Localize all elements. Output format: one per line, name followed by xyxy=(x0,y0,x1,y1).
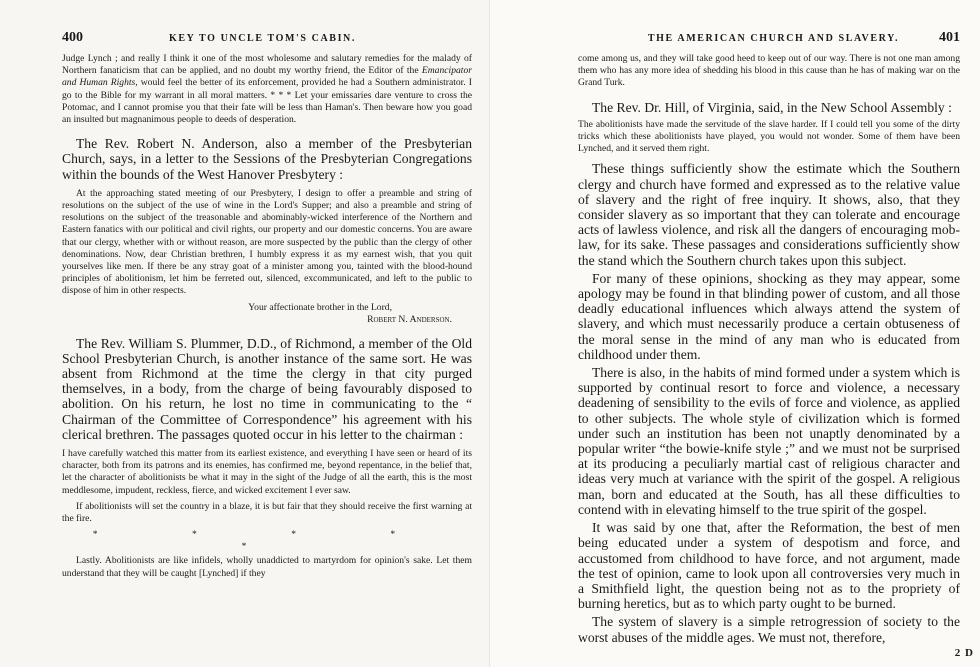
paragraph-hill: The Rev. Dr. Hill, of Virginia, said, in the New School Assembly : xyxy=(592,99,952,115)
signature-name: Robert N. Anderson. xyxy=(367,313,452,325)
right-page-number: 401 xyxy=(938,30,960,45)
left-running-title: KEY TO UNCLE TOM'S CABIN. xyxy=(169,33,356,44)
quote-hill: The abolitionists have made the servitude of the slave harder. If I could tell you some of the dirty tricks which these abolitionists have played, you would not wonder. Some of them have been Lynched, and it served them right. xyxy=(578,118,960,155)
quote-anderson-letter: At the approaching stated meeting of our Presbytery, I design to offer a preamble and string of resolutions on the subject of the use of wine in the Lord's Supper; and also a preamble and string of resolutions on the subject of the treasonable and abominably-wicked interference of the Northern and Eastern fanatics with our political and civil rights, our property and our domestic concerns. You are aware that our clergy, whether with or without reason, are more suspected by the public than the clergy of other denominations. Now, dear Christian brethren, I humbly express it as my earnest wish, that you quit yourselves like men. If there be any stray goat of a minister among you, tainted with the blood-hound principles of abolitionism, let him be ferreted out, silenced, excommunicated, and left to the public to dispose of him in other respects. xyxy=(62,187,472,297)
paragraph-plummer: The Rev. William S. Plummer, D.D., of Richmond, a member of the Old School Presbyterian Church, is another instance of the same sort. He was absent from Richmond at the time the clergy in that city purged themselves, in a body, from the charge of being favourably disposed to abolition. On his return, he lost no time in communicating to the “ Chairman of the Committee of Correspondence” his agreement with his clerical brethren. The passages quoted occur in his letter to the chairman : xyxy=(62,335,472,442)
paragraph-anderson: The Rev. Robert N. Anderson, also a member of the Presbyterian Church, says, in a letter to the Sessions of the Presbyterian Congregations within the bounds of the West Hanover Presbytery : xyxy=(62,136,472,182)
quote-top-continued: come among us, and they will take good heed to keep out of our way. There is not one man among them who has any more idea of shedding his blood in this cause than he has of making war on the Grand Turk. xyxy=(578,53,960,89)
right-running-head xyxy=(578,32,960,45)
quote-lynch-italic: Emancipator and Human Rights, xyxy=(62,65,472,89)
right-running-title: THE AMERICAN CHURCH AND SLAVERY. xyxy=(647,33,900,44)
quote-lynch-a: Judge Lynch ; and really I think it one of the most wholesome and salutary remedies for the malady of Northern fanaticism that can be applied, and no doubt my worthy friend, the Editor of the xyxy=(62,53,472,77)
quote-plummer-2: If abolitionists will set the country in a blaze, it is but fair that they should receive the first warning at the fire. xyxy=(62,500,472,525)
signature-salutation: Your affectionate brother in the Lord, xyxy=(248,301,392,313)
paragraph-custom: For many of these opinions, shocking as they may appear, some apology may be found in that blinding power of custom, and all those deadly educational influences which always attend the system of slavery, and which must necessarily produce a certain obtuseness of the moral sense in the mind of any man who is educated from childhood under them. xyxy=(578,270,960,362)
paragraph-reformation: It was said by one that, after the Reformation, the best of men being educated under a system of despotism and force, and accustomed from childhood to have force, and not argument, made the test of opinion, came to look upon all controversies very much in a Smithfield light, the question being not as to the propriety of burning heretics, but as to which party ought to be burned. xyxy=(578,520,960,612)
quote-plummer-3: Lastly. Abolitionists are like infidels, wholly unaddicted to martyrdom for opinion's sake. Let them understand that they will be caught [Lynched] if they xyxy=(62,555,472,579)
quote-lynch xyxy=(62,53,472,126)
signature-mark: 2 D xyxy=(954,647,974,659)
quote-plummer-1: I have carefully watched this matter from its earliest existence, and everything I have seen or heard of its character, both from its patrons and its enemies, has confirmed me, beyond repentance, in the belief that, let the character of abolitionists be what it may in the sight of the Judge of all the earth, this is the most meddlesome, impudent, reckless, fierce, and wicked excitement I ever saw. xyxy=(62,448,472,496)
ellipsis-stars: * * * * * xyxy=(92,529,442,553)
quote-lynch-b: would feel the better of its enforcement, provided he had a Southern administrator. I go to the Bible for my warrant in all moral matters. * * * Let your emissaries dare venture to cross the Potomac, and I cannot promise you that their fate will be less than Haman's. Then beware how you goad an insulted but magnanimous people to deeds of desperation. xyxy=(62,77,472,126)
paragraph-bowie-knife: There is also, in the habits of mind formed under a system which is supported by continual resort to force and violence, a necessary deadening of sensibility to the evils of force and violence, as applied to other subjects. The whole style of civilization which is formed under such an institution has been not unaptly denominated by a popular writer “the bowie-knife style ;” and we must not be surprised at its producing a peculiarly martial cast of religious character and ideas very much at variance with the spirit of the gospel. A religious man, born and educated at the South, has all these difficulties to contend with in elevating himself to the true spirit of the gospel. xyxy=(578,365,960,517)
paragraph-retrogression: The system of slavery is a simple retrogression of society to the worst abuses of the middle ages. We must not, therefore, xyxy=(578,614,960,645)
right-page xyxy=(490,0,980,667)
left-running-head xyxy=(62,32,472,45)
paragraph-estimate: These things sufficiently show the estimate which the Southern clergy and church have formed and expressed as to the relative value of slavery and the right of free inquiry. It shows, also, that they consider slavery as so important that they can tolerate and encourage acts of lawless violence, and risk all the dangers of encouraging mob-law, for its sake. These passages and considerations sufficiently show the stand which the Southern church takes upon this subject. xyxy=(578,161,960,268)
left-page-number: 400 xyxy=(62,30,83,45)
